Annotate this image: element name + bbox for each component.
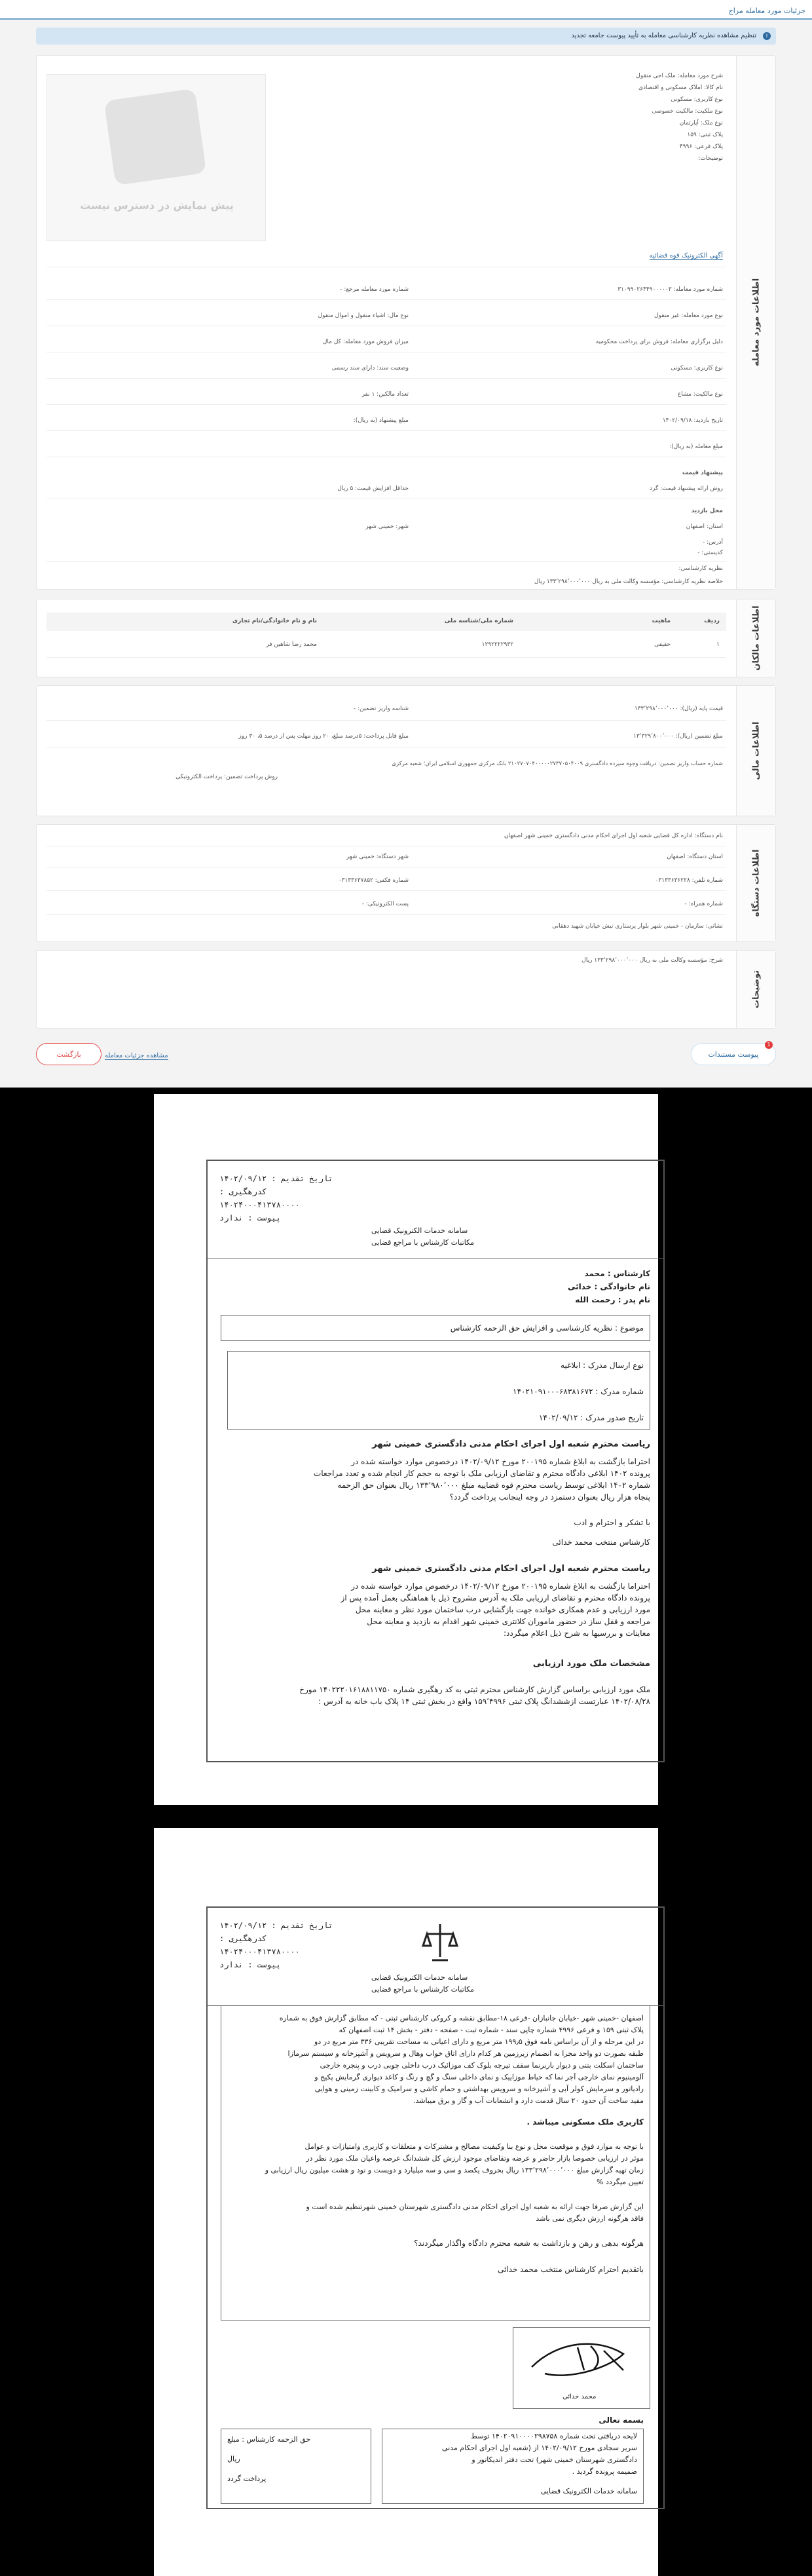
field: مبلغ پیشنهاد (به ریال):: [353, 417, 409, 424]
letter-paragraph: مراجعه و قفل ساز در حضور ماموران کلانتری خمینی شهر اقدام به بازدید و معاینه محل: [367, 1617, 650, 1626]
device-line: شماره تلفن: ۰۳۱۳۳۶۳۶۲۲۸: [655, 877, 723, 884]
transaction-info-panel: [36, 55, 776, 590]
device-line: استان دستگاه: اصفهان: [667, 854, 723, 860]
expert-summary: خلاصه نظریه کارشناسی: مؤسسه وکالت ملی به ریال ۱۳۳٬۲۹۸٬۰۰۰٬۰۰۰ ریال: [534, 578, 723, 585]
footer-line: لایحه دریافتی تحت شماره ۱۴۰۲۰۹۱۰۰۰۰۲۹۸۷۵۸ توسط: [470, 2432, 637, 2440]
report-line: در این مرحله و از آن براساس نامه فوق ۱۹۹٫۵ متر مربع و دارای اعیانی به مساحت تقریبی ۳۳۶ متر مربع در دو: [314, 2037, 644, 2046]
owners-cell: ۱: [716, 641, 720, 648]
letter-paragraph: پنجاه هزار ریال بعنوان دستمزد در وجه اینجانب پرداخت گردد؟: [449, 1492, 650, 1502]
expert-last-name: نام خانوادگی : خدائی: [567, 1282, 650, 1291]
field: نوع مالکیت: مشاع: [677, 391, 723, 398]
financial-line: شماره حساب واریز تضمین: دریافت وجوه سپرده دادگستری ۲۱۰۲۷۰۷۰۴۰۰۰۰۰۲۷۳۷۰۵۰۴۰۰۹ بانک مرکزی جمهوری اسلامی ایران؛ شعبه مرکزی: [392, 761, 723, 767]
signature-name: محمد خدائی: [563, 2393, 597, 2400]
footer-title: بسمه تعالی: [599, 2415, 644, 2425]
info-icon: i: [763, 32, 771, 40]
fee-unit: ریال: [227, 2455, 240, 2463]
field: وضعیت سند: دارای سند رسمی: [331, 365, 409, 371]
fee-note: پرداخت گردد: [227, 2474, 267, 2483]
owners-col-header: شماره ملی/شناسه ملی: [444, 618, 513, 624]
general-line: پلاک فرعی: ۴۹۹۶: [679, 143, 723, 150]
letter-paragraph: پرونده ۱۴۰۲ ابلاغی دادگاه محترم و تقاضای ارزیابی ملک با توجه به حجم کار انجام شده و تعدد مراجعات: [314, 1469, 650, 1478]
expert-first-name: کارشناس : محمد: [584, 1269, 650, 1278]
owners-cell: حقیقی: [654, 641, 671, 648]
letter-paragraph: معاینات و بررسیها به شرح ذیل اعلام میگردد:: [504, 1629, 650, 1638]
general-line: نام کالا: املاک مسکونی و اقتصادی: [638, 85, 723, 91]
details-page: [0, 0, 812, 1088]
city: شهر: خمینی شهر: [365, 523, 409, 530]
general-line: نوع ملکیت: مالکیت خصوصی: [652, 108, 723, 115]
general-line: نوع کاربری: مسکونی: [671, 96, 723, 103]
image-placeholder: [46, 74, 266, 241]
general-line: توضیحات:: [698, 155, 723, 162]
report-line: تعیین میگردد %: [597, 2178, 644, 2186]
report-line: مفید ساخت آن حدود ۲۰ سال قدمت دارد و انشعابات آب و گاز و برق میباشد.: [413, 2096, 644, 2105]
address: آدرس: -: [703, 539, 723, 546]
expert-title: نظریه کارشناسی:: [678, 565, 723, 572]
footer-line: دادگستری شهرستان خمینی شهر) تحت دفتر اندیکاتور و: [471, 2455, 637, 2464]
device-panel: [36, 824, 776, 942]
footer-line: ضمیمه پرونده گردید .: [572, 2467, 637, 2476]
report-line: پلاک ثبتی ۱۵۹ و فرعی ۴۹۹۶ شماره چاپی سند - شماره ثبت - صفحه - دفتر - بخش ۱۴ ثبت اصفهان که: [339, 2026, 644, 2034]
footer-line: سریر سجادی مورخ ۱۴۰۲/۰۹/۱۲ از (شعبه اول اجرای احکام مدنی: [441, 2444, 637, 2452]
no-image-icon: [104, 88, 207, 185]
offer-min: حداقل افزایش قیمت: ۵ ریال: [337, 485, 409, 492]
field: شماره مورد معامله: ۳۱۰۹۹۰۲۶۴۴۹۰۰۰۰۰۳: [618, 286, 723, 293]
section-title-notes: توضیحات: [736, 951, 775, 1028]
letter-paragraph: ۱۴۰۲/۰۸/۲۸ عبارتست ازششدانگ پلاک ثبتی ۱۵۹٬۴۹۹۶ واقع در بخش ثبتی ۱۴ پلاک باب خانه به آدرس :: [318, 1697, 650, 1706]
submit-date: تاریخ تقدیم : ۱۴۰۲/۰۹/۱۲: [219, 1174, 333, 1183]
report-line: فاقد هرگونه ارزش دیگری نمی باشد: [536, 2214, 644, 2223]
letter-paragraph: احتراما بازگشت به ابلاغ شماره ۲۰۰۱۹۵ مورخ ۱۴۰۲/۰۹/۱۲ درخصوص موارد خواسته شده در: [351, 1457, 650, 1466]
system-subtitle: مکاتبات کارشناس با مراجع قضایی: [371, 1985, 475, 1994]
field: دلیل برگزاری معامله: فروش برای پرداخت محکومیه: [595, 339, 723, 345]
notice-banner: [36, 28, 776, 45]
notice-number: شماره مدرک : ۱۴۰۲۱۰۹۱۰۰۰۶۸۳۸۱۶۷۲: [513, 1387, 644, 1396]
financial-line: مبلغ قابل پرداخت: ۵درصد مبلغ، ۲۰ روز مهلت پس از درصد ۵، ۳۰ روز: [238, 733, 409, 740]
footer-line: سامانه خدمات الکترونیک قضایی: [540, 2487, 637, 2495]
financial-line: شناسه واریز تضمین: -: [354, 706, 409, 712]
report-line: آلومینیوم نمای خارجی آجر نما که حیاط موزاییک و نمای داخلی سنگ و گچ و رنگ و کاغذ دیواری گرمایش پکیج و: [314, 2073, 644, 2081]
field: نوع مورد معامله: غیر منقول: [654, 313, 723, 319]
image-unavailable-text: پیش نمایش در دسترس نیست: [80, 199, 234, 212]
owners-cell: ۱۲۹۲۲۲۲۹۳۲: [481, 641, 513, 648]
notes-text: شرح: مؤسسه وکالت ملی به ریال ۱۳۳٬۲۹۸٬۰۰۰٬۰۰۰ ریال: [581, 957, 723, 964]
page-title: جزئیات مورد معامله مزاج: [0, 0, 812, 20]
report-line: طبقه بصورت دو واحد مجزا به انضمام زیرزمین هر کدام دارای اتاق خواب وهال و سرویس و آشپزخانه و سیستم سرمازا: [287, 2049, 644, 2058]
judiciary-emblem-icon: [420, 1921, 460, 1967]
section-title-financial: اطلاعات مالی: [736, 686, 775, 816]
owners-col-header: نام و نام خانوادگی/نام تجاری: [232, 618, 317, 624]
report-line: ساختمان اسکلت بتنی و دیوار باربرنما سقف تیرچه بلوک کف موزائیک درب داخلی چوبی درب و پنجره خارجی: [320, 2061, 644, 2070]
report-line: این گزارش صرفا جهت ارائه به شعبه اول اجرای احکام مدنی دادگستری شهرستان خمینی شهرتنظیم شده است و: [306, 2203, 644, 2211]
letter-closing: با تشکر و احترام و ادب: [574, 1518, 650, 1527]
letter-heading: ریاست محترم شعبه اول اجرای احکام مدنی دادگستری خمینی شهر: [372, 1439, 650, 1449]
field: نوع مال: اشیاء منقول و اموال منقول: [318, 313, 409, 319]
section-title-transaction: اطلاعات مورد معامله: [736, 56, 775, 589]
submit-date: تاریخ تقدیم : ۱۴۰۲/۰۹/۱۲: [219, 1921, 333, 1930]
notice-date: تاریخ صدور مدرک : ۱۴۰۲/۰۹/۱۲: [538, 1413, 644, 1422]
field: نوع کاربری: مسکونی: [671, 365, 723, 371]
financial-line: مبلغ تضمین (ریال): ۱۳٬۳۲۹٬۸۰۰٬۰۰۰: [633, 733, 723, 740]
financial-line: روش پرداخت تضمین: پرداخت الکترونیکی: [175, 774, 278, 780]
expert-letter-page-1: [206, 1160, 665, 1762]
field: مبلغ معامله (به ریال):: [669, 444, 723, 450]
report-line: اصفهان -خمینی شهر -خیابان جانبازان -فرعی ۱۸-مطابق نقشه و کروکی کارشناس ثبتی - که مطابق گزارش فوق به شماره: [279, 2014, 644, 2022]
letter-paragraph: شماره ۱۴۰۲ ابلاغی توسط ریاست محترم قوه قضاییه مبلغ ۱۳۳٬۹۸۰٬۰۰۰ ریال بعنوان حق الزحمه: [337, 1481, 650, 1490]
attachments-badge: 1: [765, 1041, 773, 1049]
owners-panel: [36, 599, 776, 677]
tracking-label: کدرهگیری :: [219, 1187, 267, 1196]
report-line: موثر در ارزیابی خصوصا بازار حاضر و عرضه وتقاضای موجود ارزش کل ششدانگ عرصه واعیان ملک مورد نظر در: [306, 2154, 644, 2163]
device-line: شماره فکس: ۰۳۱۳۳۶۳۷۸۵۲: [338, 877, 409, 884]
section-title-device: اطلاعات دستگاه: [736, 825, 775, 941]
letter-heading: مشخصات ملک مورد ارزیابی: [532, 1659, 650, 1669]
tracking-code: ۱۴۰۲۴۰۰۰۴۱۳۷۸۰۰۰۰: [219, 1200, 300, 1209]
field: تعداد مالکین: ۱ نفر: [361, 391, 409, 398]
letter-heading: ریاست محترم شعبه اول اجرای احکام مدنی دادگستری خمینی شهر: [372, 1564, 650, 1574]
owners-cell: محمد رضا شاهین فر: [266, 641, 317, 648]
report-line: رادیاتور و سرمایش کولر آبی و آشپزخانه و سرویس بهداشتی و حمام کاشی و سرامیک و کابینت زمینی و هوایی: [314, 2085, 644, 2093]
device-line: نام دستگاه: اداره کل قضایی شعبه اول اجرای احکام مدنی دادگستری خمینی شهر اصفهان: [504, 833, 723, 839]
field: تاریخ بازدید: ۱۴۰۲/۰۹/۱۸: [662, 417, 723, 424]
offer-method: روش ارائه پیشنهاد قیمت: گرد: [649, 485, 723, 492]
owners-col-header: ردیف: [704, 618, 720, 624]
signature-box: [513, 2327, 650, 2409]
report-line: باتقدیم احترام کارشناس منتخب محمد خدائی: [497, 2265, 644, 2274]
device-line: پست الکترونیکی: -: [361, 901, 409, 907]
handwritten-signature: [519, 2328, 650, 2390]
system-name: سامانه خدمات الکترونیک قضایی: [371, 1226, 468, 1235]
attachment-info: پیوست : ندارد: [219, 1213, 281, 1222]
general-line: شرح مورد معامله: ملک اجی منقول: [636, 73, 723, 79]
expert-letter-page-2: [206, 1906, 665, 2509]
attachments-label: پیوست مستندات: [708, 1050, 759, 1059]
report-line: کاربری ملک مسکونی میباشد .: [526, 2117, 644, 2127]
financial-panel: [36, 685, 776, 816]
letter-subject: موضوع : نظریه کارشناسی و افزایش حق الزحمه کارشناس: [450, 1323, 644, 1333]
system-subtitle: مکاتبات کارشناس با مراجع قضایی: [371, 1238, 475, 1247]
letter-paragraph: پرونده دادگاه محترم و تقاضای ارزیابی ملک به آدرس مشروح ذیل با هماهنگی بعمل آمده پس از: [341, 1593, 650, 1602]
notice-type: نوع ارسال مدرک : ابلاغیه: [561, 1361, 644, 1370]
view-details-link[interactable]: مشاهده جزئیات معامله: [105, 1052, 168, 1059]
general-line: پلاک ثبتی: ۱۵۹: [687, 132, 723, 138]
tracking-label: کدرهگیری :: [219, 1934, 267, 1943]
report-line: با توجه به موارد فوق و موقعیت محل و نوع بنا وکیفیت مصالح و مشترکات و متعلقات و کاربری وامتیازات و عوامل: [304, 2142, 644, 2151]
letter-paragraph: احتراما بازگشت به ابلاغ شماره ۲۰۰۱۹۵ مورخ ۱۴۰۲/۰۹/۱۲ درخصوص موارد خواسته شده در: [351, 1582, 650, 1591]
letter-paragraph: مورد ارزیابی و عدم همکاری خوانده جهت بازگشایی درب ساختمان مورد نظر و معاینه محل: [355, 1605, 650, 1614]
field: میزان فروش مورد معامله: کل مال: [322, 339, 409, 345]
report-line: هرگونه بدهی و رهن و بازداشت به شعبه محترم دادگاه واگذار میگردند؟: [414, 2239, 644, 2248]
location-title: محل بازدید: [691, 508, 723, 514]
tracking-code: ۱۴۰۲۴۰۰۰۴۱۳۷۸۰۰۰۰: [219, 1947, 300, 1956]
system-name: سامانه خدمات الکترونیک قضایی: [371, 1973, 468, 1982]
offer-title: پیشنهاد قیمت: [682, 470, 723, 476]
postal-code: کدپستی: -: [697, 550, 723, 556]
letter-signature: کارشناس منتخب محمد خدائی: [552, 1538, 650, 1547]
province: استان: اصفهان: [686, 523, 723, 530]
attachments-button[interactable]: [691, 1043, 776, 1065]
expert-father-name: نام پدر : رحمت الله: [575, 1295, 650, 1304]
notice-text: تنظیم مشاهده نظریه کارشناسی معامله به تأیید پیوست جامعه تجدید: [571, 32, 756, 39]
field: شماره مورد معامله مرجع: -: [340, 286, 409, 293]
device-line: نشانی: سازمان - خمینی شهر بلوار پرستاری نبش خیابان شهید دهقانی: [552, 923, 723, 930]
ad-link[interactable]: آگهی الکترونیک قوه قضائیه: [649, 252, 723, 259]
report-line: زمان تهیه گزارش مبلغ ۱۳۳٬۲۹۸٬۰۰۰٬۰۰۰ ریال بحروف یکصد و سی و سه میلیارد و دویست و نود و هشت میلیون ریال ارزیابی و: [265, 2166, 644, 2174]
fee-label: حق الزحمه کارشناس : مبلغ: [227, 2435, 311, 2444]
attachment-info: پیوست : ندارد: [219, 1960, 281, 1969]
general-line: نوع ملک: آپارتمان: [679, 120, 723, 126]
letter-paragraph: ملک مورد ارزیابی براساس گزارش کارشناس محترم ثبتی به کد رهگیری شماره ۱۴۰۲۲۲۰۱۶۱۸۸۱۱۷۵۰ مورخ: [299, 1685, 650, 1694]
section-title-owners: اطلاعات مالکان: [736, 599, 775, 677]
financial-line: قیمت پایه (ریال): ۱۳۳٬۲۹۸٬۰۰۰٬۰۰۰: [635, 706, 723, 712]
back-button[interactable]: بازگشت: [36, 1043, 101, 1065]
notes-panel: [36, 950, 776, 1029]
owners-col-header: ماهیت: [652, 618, 671, 624]
device-line: شماره همراه: -: [684, 901, 723, 907]
device-line: شهر دستگاه: خمینی شهر: [346, 854, 409, 860]
